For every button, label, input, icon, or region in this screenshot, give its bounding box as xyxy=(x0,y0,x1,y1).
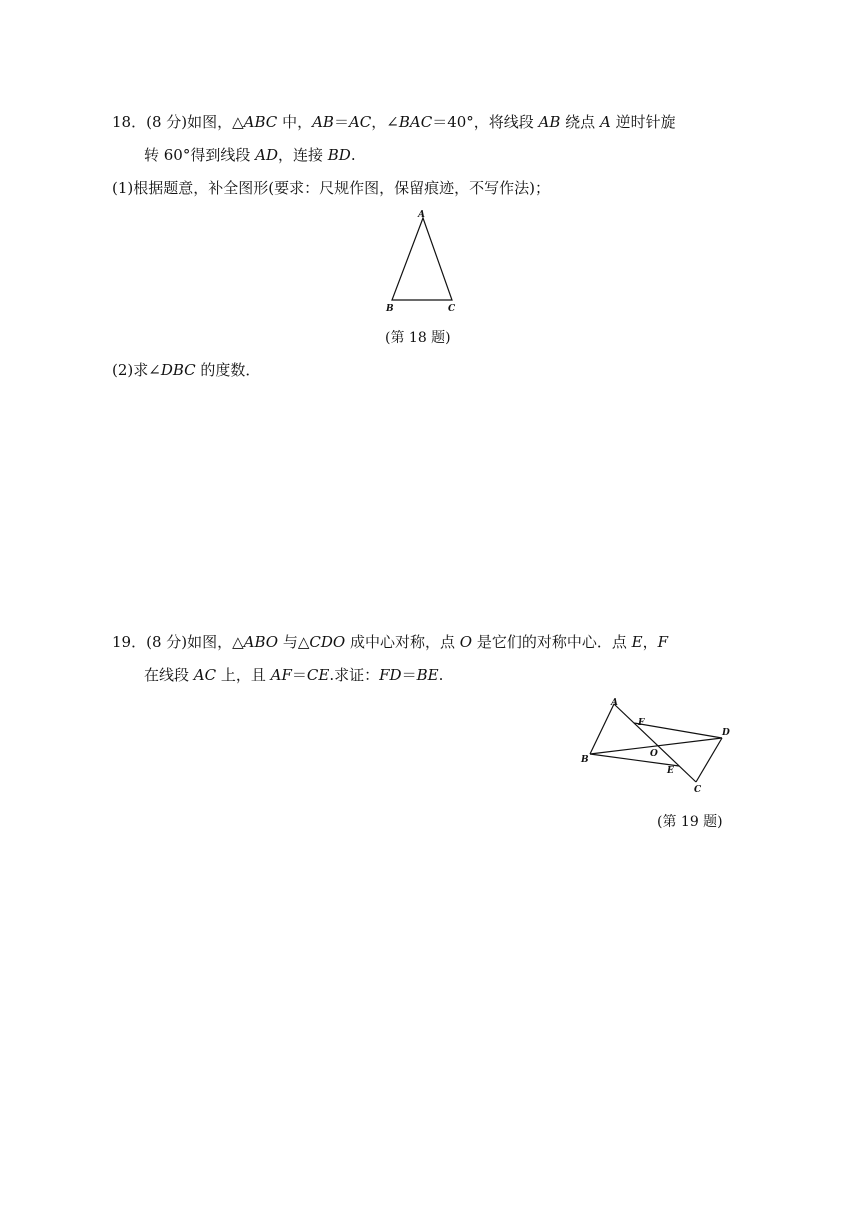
q18-text: ＝40°，将线段 xyxy=(432,113,539,131)
q18-part1: (1)根据题意，补全图形(要求：尺规作图，保留痕迹，不写作法)； xyxy=(112,179,550,197)
q19-text: 成中心对称，点 xyxy=(345,633,460,651)
label-a: A xyxy=(611,698,618,708)
q18-text: ，∠ xyxy=(371,113,399,131)
q19-var: O xyxy=(459,633,473,651)
q19-var: FD xyxy=(379,666,402,684)
q18-score: (8 分) xyxy=(146,113,188,131)
q18-text: 转 60°得到线段 xyxy=(144,146,256,164)
q19-var: F xyxy=(657,633,669,651)
q19-number: 19． xyxy=(112,633,147,651)
label-c: C xyxy=(448,304,456,314)
q18-number: 18． xyxy=(112,113,147,131)
q18-text: 逆时针旋 xyxy=(610,113,676,131)
q18-var: ABC xyxy=(243,113,278,131)
label-f: F xyxy=(638,718,645,728)
q18-text: 绕点 xyxy=(560,113,600,131)
segment-dc xyxy=(696,738,722,782)
q18-text: 如图，△ xyxy=(187,113,244,131)
q19-text: 在线段 xyxy=(144,666,194,684)
q19-var: AC xyxy=(193,666,217,684)
q19-text: ， xyxy=(642,633,658,651)
label-o: O xyxy=(650,749,658,759)
q18-var: AB xyxy=(312,113,334,131)
q19-text: .求证： xyxy=(329,666,380,684)
q18-var: BD xyxy=(327,146,351,164)
q18-text: ＝ xyxy=(333,113,349,131)
q18-var: DBC xyxy=(160,361,196,379)
q19-score: (8 分) xyxy=(146,633,188,651)
q19-line2 xyxy=(144,665,443,685)
q18-text: 中， xyxy=(277,113,313,131)
q19-lines xyxy=(590,704,722,782)
q18-var: AD xyxy=(255,146,278,164)
q18-text: ，连接 xyxy=(277,146,328,164)
q18-text: 的度数． xyxy=(195,361,261,379)
q18-part2 xyxy=(112,360,260,380)
label-d: D xyxy=(722,728,730,738)
segment-ab xyxy=(590,704,614,754)
q18-var: AB xyxy=(538,113,561,131)
q18-caption: (第 18 题) xyxy=(385,330,451,346)
q19-text: 如图，△ xyxy=(187,633,244,651)
q18-var: AC xyxy=(348,113,372,131)
label-c: C xyxy=(694,785,702,795)
q19-var: BE xyxy=(416,666,439,684)
q19-figure xyxy=(578,694,738,799)
q19-line1 xyxy=(112,632,668,652)
q19-text: 与△ xyxy=(278,633,310,651)
q19-var: AF xyxy=(270,666,292,684)
q19-text: 上，且 xyxy=(216,666,271,684)
q19-text: ＝ xyxy=(291,666,307,684)
triangle-abc xyxy=(392,218,452,300)
q18-text: . xyxy=(350,146,356,164)
q19-text: ＝ xyxy=(401,666,417,684)
q19-text: . xyxy=(438,666,444,684)
segment-be xyxy=(590,754,679,766)
q19-text: 是它们的对称中心．点 xyxy=(472,633,632,651)
q18-figure xyxy=(380,208,480,318)
q19-caption: (第 19 题) xyxy=(657,814,723,830)
q19-var: CE xyxy=(306,666,330,684)
q19-var: E xyxy=(631,633,643,651)
q19-var: CDO xyxy=(309,633,346,651)
q18-var: A xyxy=(599,113,611,131)
label-a: A xyxy=(418,210,425,220)
q19-var: ABO xyxy=(243,633,279,651)
label-b: B xyxy=(386,304,394,314)
q18-text: (2)求∠ xyxy=(112,361,161,379)
label-b: B xyxy=(581,755,589,765)
q18-line1 xyxy=(112,112,676,132)
q18-var: BAC xyxy=(398,113,433,131)
label-e: E xyxy=(667,766,674,776)
q18-line2 xyxy=(144,145,356,165)
